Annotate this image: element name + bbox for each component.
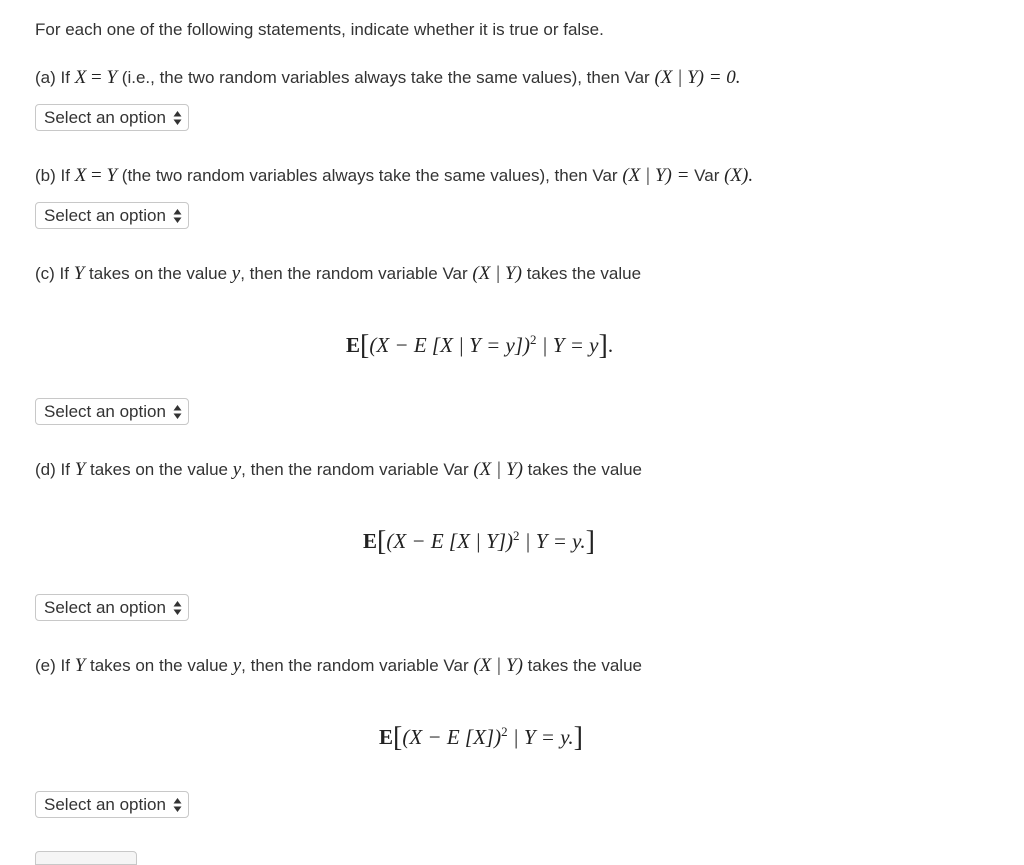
question-e-text bbox=[35, 655, 642, 677]
formula-end: | Y = y. bbox=[512, 725, 574, 749]
question-c-rest: , then the random variable bbox=[240, 264, 438, 283]
select-placeholder: Select an option bbox=[44, 107, 166, 127]
question-e-rest: , then the random variable bbox=[241, 656, 439, 675]
math-eq: = bbox=[91, 67, 102, 88]
math-eq: = bbox=[91, 165, 102, 186]
select-placeholder: Select an option bbox=[44, 401, 166, 421]
math-y-lower: y bbox=[232, 459, 242, 480]
math-expr: (X | Y) bbox=[472, 263, 522, 284]
math-expr: (X | Y) bbox=[473, 655, 523, 676]
question-c-mid: takes on the value bbox=[89, 264, 228, 283]
math-y-lower: y bbox=[232, 655, 242, 676]
question-d-label: (d) If bbox=[35, 460, 70, 479]
math-expr: (X | Y) = bbox=[622, 165, 690, 186]
math-y-upper: Y bbox=[73, 263, 85, 284]
question-a-label: (a) If bbox=[35, 68, 70, 87]
formula-body: (X − E [X]) bbox=[402, 725, 502, 749]
formula-body: (X − E [X | Y]) bbox=[386, 529, 514, 553]
answer-select-c[interactable] bbox=[35, 398, 189, 425]
question-d-mid: takes on the value bbox=[90, 460, 228, 479]
bracket-close: ] bbox=[585, 526, 595, 557]
math-y-upper: Y bbox=[74, 459, 86, 480]
var-label: Var bbox=[442, 264, 468, 283]
math-x: X bbox=[74, 165, 87, 186]
bracket-open: [ bbox=[393, 722, 403, 753]
bracket-open: [ bbox=[377, 526, 387, 557]
question-e-tail: takes the value bbox=[527, 656, 642, 675]
math-y: Y bbox=[106, 67, 118, 88]
formula-exponent: 2 bbox=[501, 724, 508, 739]
math-expr: (X | Y) = 0. bbox=[654, 67, 741, 88]
question-c-tail: takes the value bbox=[526, 264, 642, 283]
var-label-2: Var bbox=[694, 166, 720, 185]
var-label: Var bbox=[592, 166, 618, 185]
updown-arrow-icon bbox=[173, 208, 182, 224]
bracket-close: ] bbox=[598, 330, 608, 361]
var-label: Var bbox=[443, 656, 469, 675]
question-d-rest: , then the random variable bbox=[241, 460, 439, 479]
formula-end: | Y = y. bbox=[524, 529, 586, 553]
math-y: Y bbox=[106, 165, 118, 186]
updown-arrow-icon bbox=[173, 797, 182, 813]
question-c-label: (c) If bbox=[35, 264, 69, 283]
expectation-symbol: E bbox=[363, 529, 378, 553]
question-e-mid: takes on the value bbox=[90, 656, 228, 675]
updown-arrow-icon bbox=[173, 600, 182, 616]
question-a-rest: (i.e., the two random variables always take the same values), then bbox=[121, 68, 620, 87]
question-d-text bbox=[35, 459, 642, 481]
expectation-symbol: E bbox=[346, 333, 361, 357]
question-a-text bbox=[35, 67, 741, 89]
updown-arrow-icon bbox=[173, 110, 182, 126]
math-y-lower: y bbox=[231, 263, 241, 284]
formula-c bbox=[346, 330, 613, 362]
formula-body: (X − E [X | Y = y]) bbox=[369, 333, 531, 357]
answer-select-a[interactable] bbox=[35, 104, 189, 131]
formula-exponent: 2 bbox=[530, 332, 537, 347]
select-placeholder: Select an option bbox=[44, 597, 166, 617]
answer-select-d[interactable] bbox=[35, 594, 189, 621]
formula-exponent: 2 bbox=[513, 528, 520, 543]
var-label: Var bbox=[443, 460, 469, 479]
formula-dot: . bbox=[607, 333, 614, 357]
answer-select-b[interactable] bbox=[35, 202, 189, 229]
formula-e bbox=[379, 722, 583, 754]
math-expr: (X | Y) bbox=[473, 459, 523, 480]
submit-button-partial[interactable] bbox=[35, 851, 137, 865]
select-placeholder: Select an option bbox=[44, 794, 166, 814]
question-e-label: (e) If bbox=[35, 656, 70, 675]
answer-select-e[interactable] bbox=[35, 791, 189, 818]
expectation-symbol: E bbox=[379, 725, 394, 749]
bracket-open: [ bbox=[360, 330, 370, 361]
question-b-rest: (the two random variables always take the same values), then bbox=[121, 166, 588, 185]
formula-d bbox=[363, 526, 595, 558]
question-b-text bbox=[35, 165, 753, 187]
instructions-text: For each one of the following statements, indicate whether it is true or false. bbox=[35, 20, 604, 39]
updown-arrow-icon bbox=[173, 404, 182, 420]
question-d-tail: takes the value bbox=[527, 460, 642, 479]
math-x: X bbox=[74, 67, 87, 88]
math-y-upper: Y bbox=[74, 655, 86, 676]
var-label: Var bbox=[624, 68, 650, 87]
select-placeholder: Select an option bbox=[44, 205, 166, 225]
formula-end: | Y = y bbox=[541, 333, 599, 357]
question-c-text bbox=[35, 263, 641, 285]
bracket-close: ] bbox=[573, 722, 583, 753]
math-expr-2: (X). bbox=[724, 165, 754, 186]
question-b-label: (b) If bbox=[35, 166, 70, 185]
